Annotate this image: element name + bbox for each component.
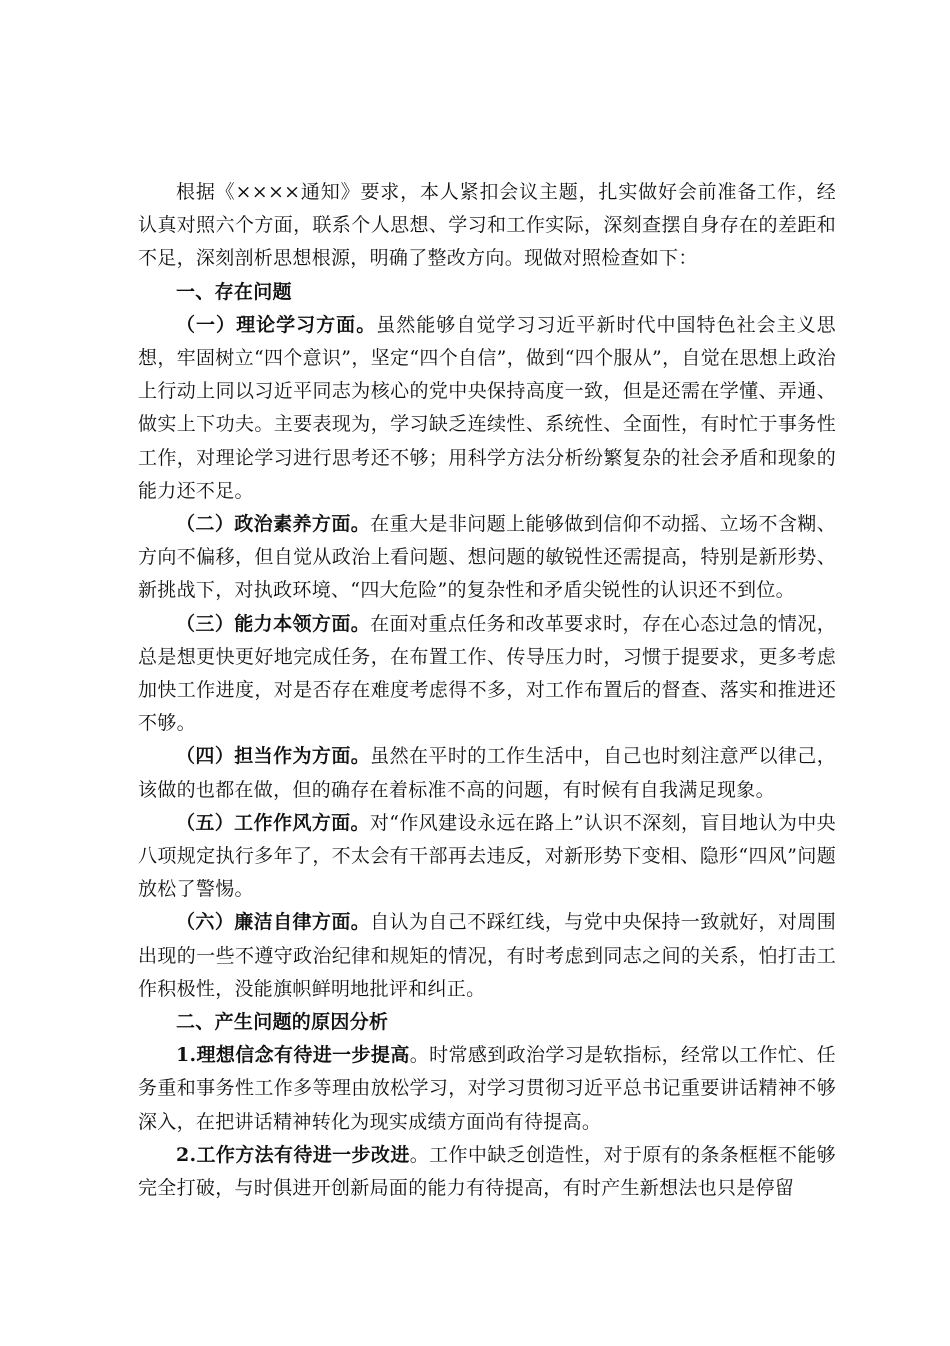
section-heading-causes: 二、产生问题的原因分析 bbox=[176, 1011, 389, 1034]
problem-item-work-style bbox=[138, 807, 836, 907]
item-lead: 1.理想信念有待进一步提高 bbox=[176, 1044, 410, 1067]
item-lead: （四）担当作为方面。 bbox=[176, 745, 371, 768]
item-lead: （六）廉洁自律方面。 bbox=[176, 911, 371, 934]
item-text: 虽然在平时的工作生活中，自己也时刻注意严以律己，该做的也都在做，但的确存在着标准不高的问题，有时候有自我满足现象。 bbox=[138, 745, 836, 801]
item-text: 虽然能够自觉学习习近平新时代中国特色社会主义思想，牢固树立“四个意识”，坚定“四个自信”，做到“四个服从”，自觉在思想上政治上行动上同以习近平同志为核心的党中央保持高度一致，但是还需在学懂、弄通、做实上下功夫。主要表现为，学习缺乏连续性、系统性、全面性，有时忙于事务性工作，对理论学习进行思考还不够；用科学方法分析纷繁复杂的社会矛盾和现象的能力还不足。 bbox=[138, 313, 836, 502]
item-text: 。工作中缺乏创造性，对于原有的条条框框不能够完全打破，与时俱进开创新局面的能力有待提高，有时产生新想法也只是停留 bbox=[138, 1143, 836, 1200]
item-text: 自认为自己不踩红线，与党中央保持一致就好，对周围出现的一些不遵守政治纪律和规矩的情况，有时考虑到同志之间的关系，怕打击工作积极性，没能旗帜鲜明地批评和纠正。 bbox=[138, 911, 836, 1000]
problem-item-ability bbox=[138, 608, 836, 741]
cause-item-methods bbox=[138, 1139, 836, 1205]
problem-item-politics bbox=[138, 508, 836, 608]
item-lead: （二）政治素养方面。 bbox=[176, 513, 371, 536]
item-text: 对“作风建设永远在路上”认识不深刻，盲目地认为中央八项规定执行多年了，不太会有干部再去违反，对新形势下变相、隐形“四风”问题放松了警惕。 bbox=[138, 811, 836, 901]
problem-item-theory bbox=[138, 309, 836, 508]
problem-item-responsibility bbox=[138, 740, 836, 806]
item-text: 。时常感到政治学习是软指标，经常以工作忙、任务重和事务性工作多等理由放松学习，对学习贯彻习近平总书记重要讲话精神不够深入，在把讲话精神转化为现实成绩方面尚有待提高。 bbox=[138, 1044, 836, 1133]
intro-paragraph: 根据《××××通知》要求，本人紧扣会议主题，扎实做好会前准备工作，经认真对照六个方面，联系个人思想、学习和工作实际，深刻查摆自身存在的差距和不足，深刻剖析思想根源，明确了整改方向。现做对照检查如下： bbox=[138, 181, 836, 270]
item-text: 在重大是非问题上能够做到信仰不动摇、立场不含糊、方向不偏移，但自觉从政治上看问题、想问题的敏锐性还需提高，特别是新形势、新挑战下，对执政环境、“四大危险”的复杂性和矛盾尖锐性的认识还不到位。 bbox=[138, 513, 836, 602]
problem-item-integrity bbox=[138, 906, 836, 1006]
item-text: 在面对重点任务和改革要求时，存在心态过急的情况，总是想更快更好地完成任务，在布置工作、传导压力时，习惯于提要求，更多考虑加快工作进度，对是否存在难度考虑得不多，对工作布置后的督查、落实和推进还不够。 bbox=[138, 612, 836, 735]
item-lead: （五）工作作风方面。 bbox=[176, 811, 370, 834]
document-body bbox=[138, 176, 836, 1205]
item-lead: （三）能力本领方面。 bbox=[176, 612, 371, 635]
item-lead: 2.工作方法有待进一步改进 bbox=[176, 1143, 410, 1166]
section-heading-problems: 一、存在问题 bbox=[176, 280, 292, 303]
cause-item-ideals bbox=[138, 1039, 836, 1139]
item-lead: （一）理论学习方面。 bbox=[176, 313, 377, 336]
